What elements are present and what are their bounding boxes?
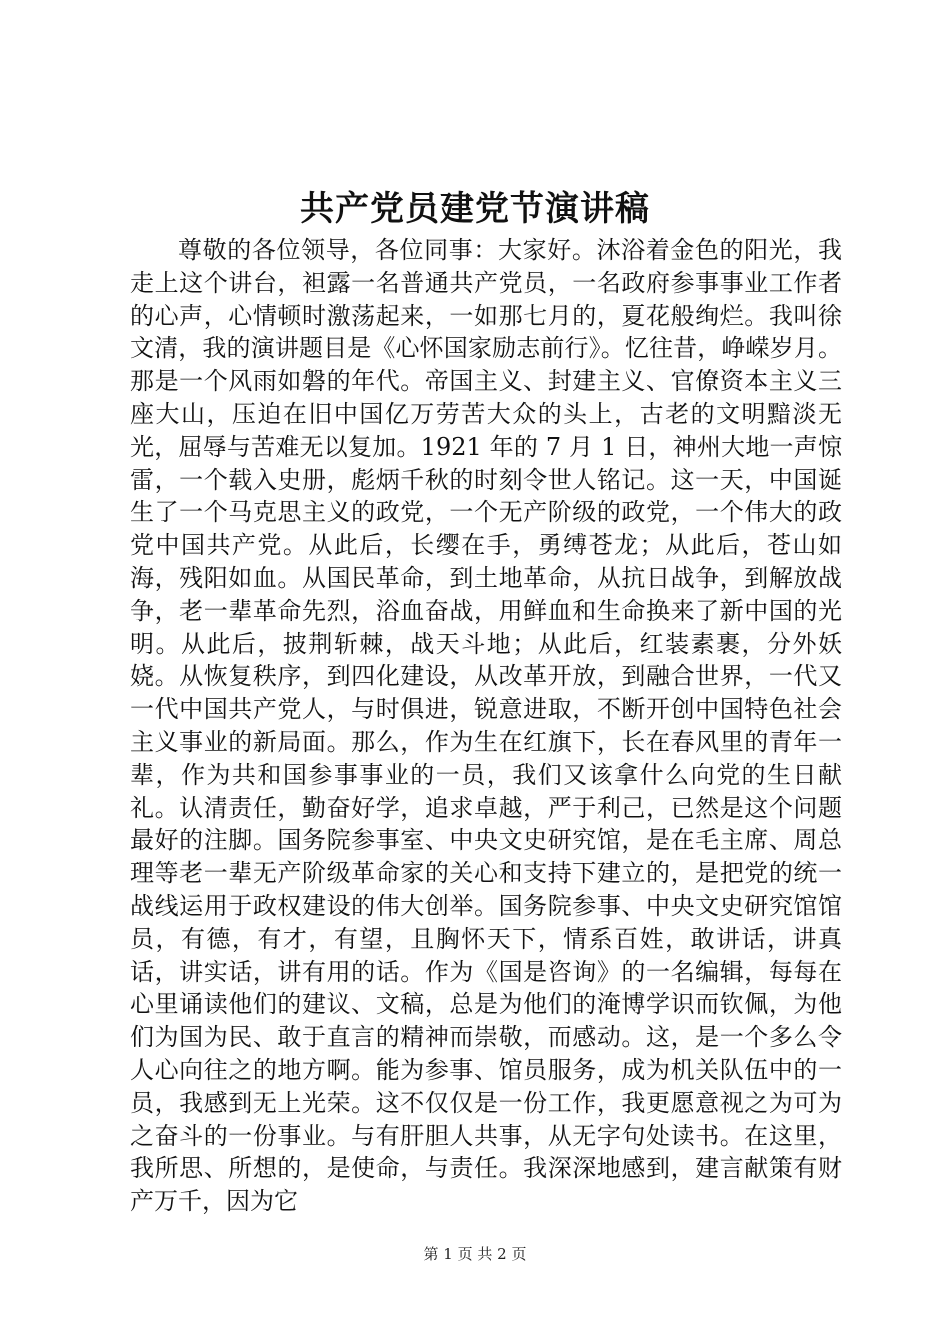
page-footer: 第 1 页 共 2 页 <box>423 1245 527 1263</box>
document-title: 共产党员建党节演讲稿 <box>300 189 650 229</box>
document-body-paragraph: 尊敬的各位领导，各位同事：大家好。沐浴着金色的阳光，我走上这个讲台，袒露一名普通共产党员，一名政府参事事业工作者的心声，心情顿时激荡起来，一如那七月的，夏花般绚烂。我叫徐文清，我的演讲题目是《心怀国家励志前行》。忆往昔，峥嵘岁月。那是一个风雨如磐的年代。帝国主义、封建主义、官僚资本主义三座大山，压迫在旧中国亿万劳苦大众的头上，古老的文明黯淡无光，屈辱与苦难无以复加。1921 年的 7 月 1 日，神州大地一声惊雷，一个载入史册，彪炳千秋的时刻令世人铭记。这一天，中国诞生了一个马克思主义的政党，一个无产阶级的政党，一个伟大的政党中国共产党。从此后，长缨在手，勇缚苍龙；从此后，苍山如海，残阳如血。从国民革命，到土地革命，从抗日战争，到解放战争，老一辈革命先烈，浴血奋战，用鲜血和生命换来了新中国的光明。从此后，披荆斩棘，战天斗地；从此后，红装素裹，分外妖娆。从恢复秩序，到四化建设，从改革开放，到融合世界，一代又一代中国共产党人，与时俱进，锐意进取，不断开创中国特色社会主义事业的新局面。那么，作为生在红旗下，长在春风里的青年一辈，作为共和国参事事业的一员，我们又该拿什么向党的生日献礼。认清责任，勤奋好学，追求卓越，严于利己，已然是这个问题最好的注脚。国务院参事室、中央文史研究馆，是在毛主席、周总理等老一辈无产阶级革命家的关心和支持下建立的，是把党的统一战线运用于政权建设的伟大创举。国务院参事、中央文史研究馆馆员，有德，有才，有望，且胸怀天下，情系百姓，敢讲话，讲真话，讲实话，讲有用的话。作为《国是咨询》的一名编辑，每每在心里诵读他们的建议、文稿，总是为他们的淹博学识而钦佩，为他们为国为民、敢于直言的精神而崇敬，而感动。这，是一个多么令人心向往之的地方啊。能为参事、馆员服务，成为机关队伍中的一员，我感到无上光荣。这不仅仅是一份工作，我更愿意视之为可为之奋斗的一份事业。与有肝胆人共事，从无字句处读书。在这里，我所思、所想的，是使命，与责任。我深深地感到，建言献策有财产万千，因为它 <box>130 236 842 1216</box>
